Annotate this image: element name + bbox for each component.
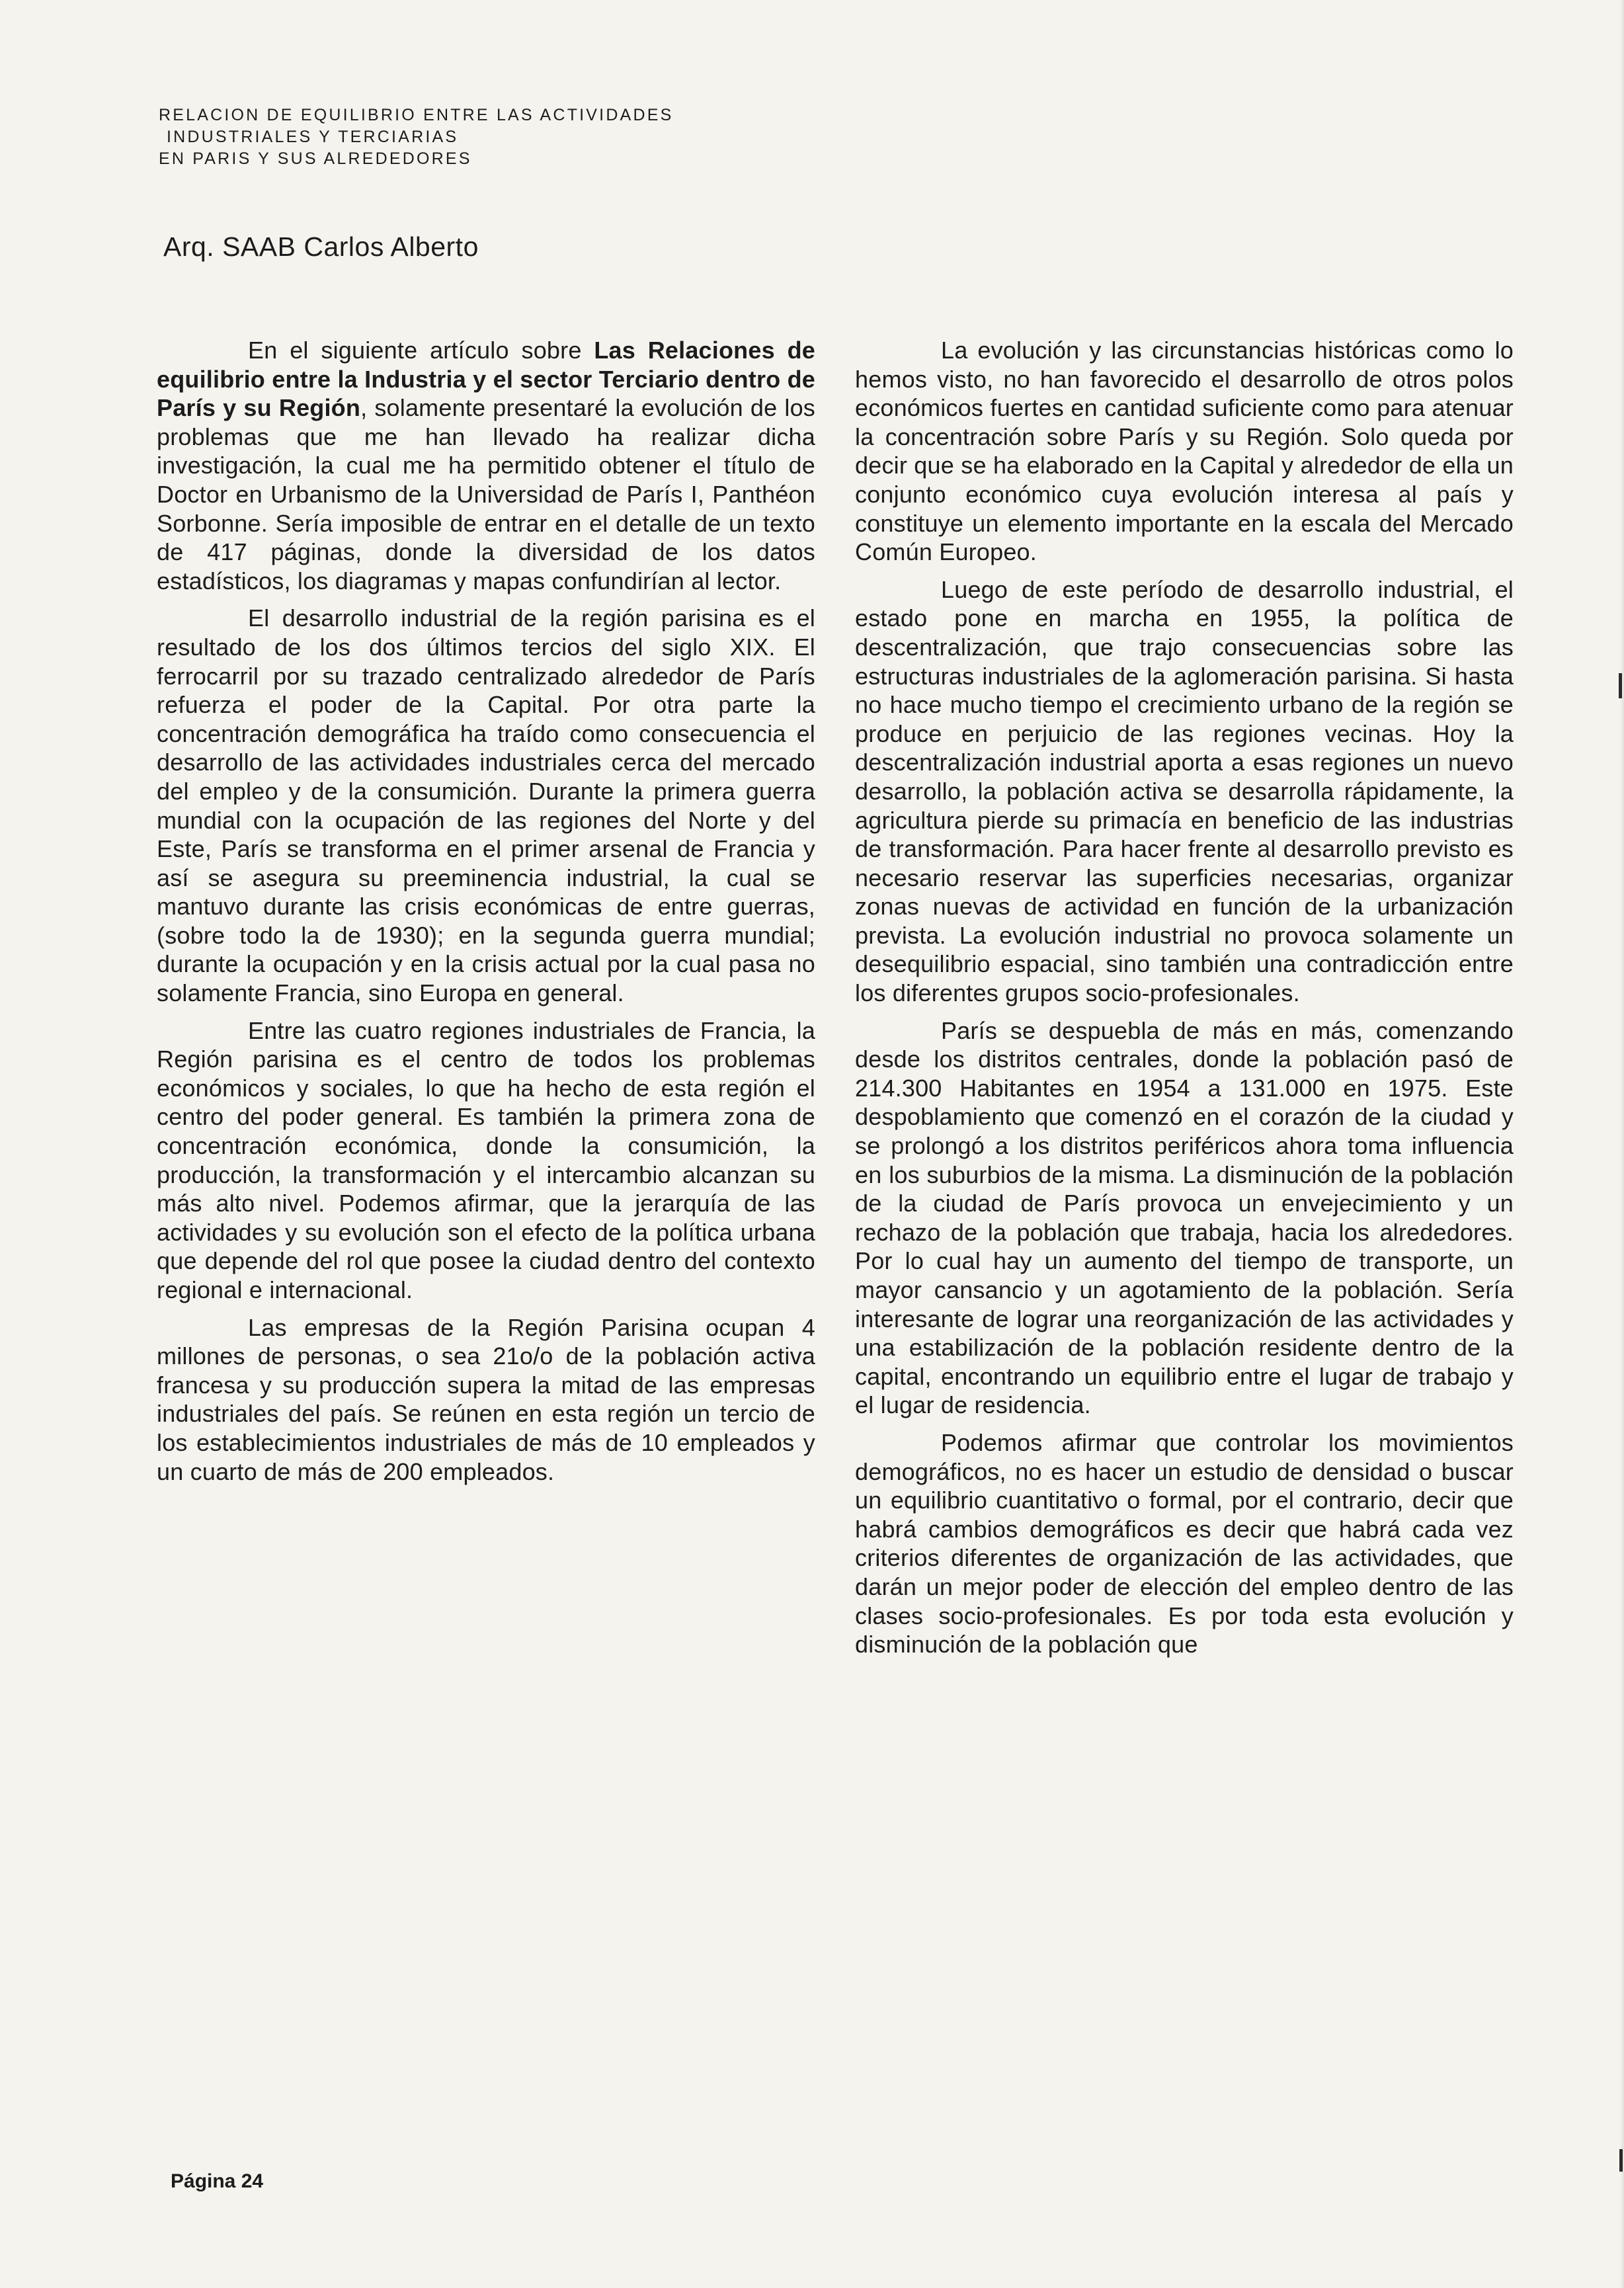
page-edge-shadow (1620, 0, 1624, 2288)
paragraph: París se despuebla de más en más, comenzando desde los distritos centrales, donde la población pasó de 214.300 Habitantes en 1954 a 131.000 en 1975. Este despoblamiento que comenzó en el corazón de la ciudad y se prolongó a los distritos periféricos ahora toma influencia en los suburbios de la misma. La disminución de la población de la ciudad de París provoca un envejecimiento y un rechazo de la población que trabaja, hacia los alrededores. Por lo cual hay un aumento del tiempo de transporte, un mayor cansancio y un agotamiento de la población. Sería interesante de lograr una reorganización de las actividades y una estabilización de la población residente dentro de la capital, encontrando un equilibrio entre el lugar de trabajo y el lugar de residencia. (855, 1016, 1514, 1419)
paragraph: Podemos afirmar que controlar los movimientos demográficos, no es hacer un estudio de densidad o buscar un equilibrio cuantitativo o formal, por el contrario, decir que habrá cambios demográficos es decir que habrá cada vez criterios diferentes de organización de las actividades, que darán un mejor poder de elección del empleo dentro de las clases socio-profesionales. Es por toda esta evolución y disminución de la población que (855, 1428, 1514, 1658)
section-header-line: INDUSTRIALES Y TERCIARIAS (167, 128, 459, 146)
paragraph: Luego de este período de desarrollo industrial, el estado pone en marcha en 1955, la política de descentralización, que trajo consecuencias sobre las estructuras industriales de la aglomeración parisina. Si hasta no hace mucho tiempo el crecimiento urbano de la región se produce en perjuicio de las regiones vecinas. Hoy la descentralización industrial aporta a esas regiones un nuevo desarrollo, la población activa se desarrolla rápidamente, la agricultura pierde su primacía en beneficio de las industrias de transformación. Para hacer frente al desarrollo previsto es necesario reservar las superficies necesarias, organizar zonas nuevas de actividad en función de la urbanización prevista. La evolución industrial no provoca solamente un desequilibrio espacial, sino también una contradicción entre los diferentes grupos socio-profesionales. (855, 575, 1514, 1007)
binding-mark (1619, 673, 1622, 698)
binding-mark (1619, 2149, 1623, 2172)
article-author: Arq. SAAB Carlos Alberto (163, 231, 479, 262)
right-text-column (855, 336, 1514, 1668)
page-number: Página 24 (171, 2170, 264, 2192)
left-text-column (157, 336, 815, 1494)
section-header-line: EN PARIS Y SUS ALREDEDORES (159, 149, 472, 168)
paragraph: Entre las cuatro regiones industriales de Francia, la Región parisina es el centro de todos los problemas económicos y sociales, lo que ha hecho de esta región el centro del poder general. Es también la primera zona de concentración económica, donde la consumición, la producción, la transformación y el intercambio alcanzan su más alto nivel. Podemos afirmar, que la jerarquía de las actividades y su evolución son el efecto de la política urbana que depende del rol que posee la ciudad dentro del contexto regional e internacional. (157, 1016, 815, 1303)
article-section-header (159, 104, 886, 170)
paragraph: Las empresas de la Región Parisina ocupan 4 millones de personas, o sea 21o/o de la población activa francesa y su producción supera la mitad de las empresas industriales del país. Se reúnen en esta región un tercio de los establecimientos industriales de más de 10 empleados y un cuarto de más de 200 empleados. (157, 1313, 815, 1485)
paragraph-intro: En el siguiente artículo sobre (248, 337, 594, 364)
article-title-inline: Las Relaciones de equilibrio entre la Industria y el sector Terciario dentro de París y su Región (157, 337, 815, 422)
paragraph: El desarrollo industrial de la región parisina es el resultado de los dos últimos tercios del siglo XIX. El ferrocarril por su trazado centralizado alrededor de París refuerza el poder de la Capital. Por otra parte la concentración demográfica ha traído como consecuencia el desarrollo de las actividades industriales cerca del mercado del empleo y de la consumición. Durante la primera guerra mundial con la ocupación de las regiones del Norte y del Este, París se transforma en el primer arsenal de Francia y así se asegura su preeminencia industrial, la cual se mantuvo durante las crisis económicas de entre guerras, (sobre todo la de 1930); en la segunda guerra mundial; durante la ocupación y en la crisis actual por la cual pasa no solamente Francia, sino Europa en general. (157, 604, 815, 1007)
paragraph (157, 336, 815, 595)
paragraph: La evolución y las circunstancias históricas como lo hemos visto, no han favorecido el desarrollo de otros polos económicos fuertes en cantidad suficiente como para atenuar la concentración sobre París y su Región. Solo queda por decir que se ha elaborado en la Capital y alrededor de ella un conjunto económico cuya evolución interesa al país y constituye un elemento importante en la escala del Mercado Común Europeo. (855, 337, 1514, 566)
section-header-line: RELACION DE EQUILIBRIO ENTRE LAS ACTIVIDADES (159, 106, 674, 124)
paragraph-rest: , solamente presentaré la evolución de los problemas que me han llevado ha realizar dicha investigación, la cual me ha permitido obtener el título de Doctor en Urbanismo de la Universidad de París I, Panthéon Sorbonne. Sería imposible de entrar en el detalle de un texto de 417 páginas, donde la diversidad de los datos estadísticos, los diagramas y mapas confundirían al lector. (157, 394, 815, 594)
